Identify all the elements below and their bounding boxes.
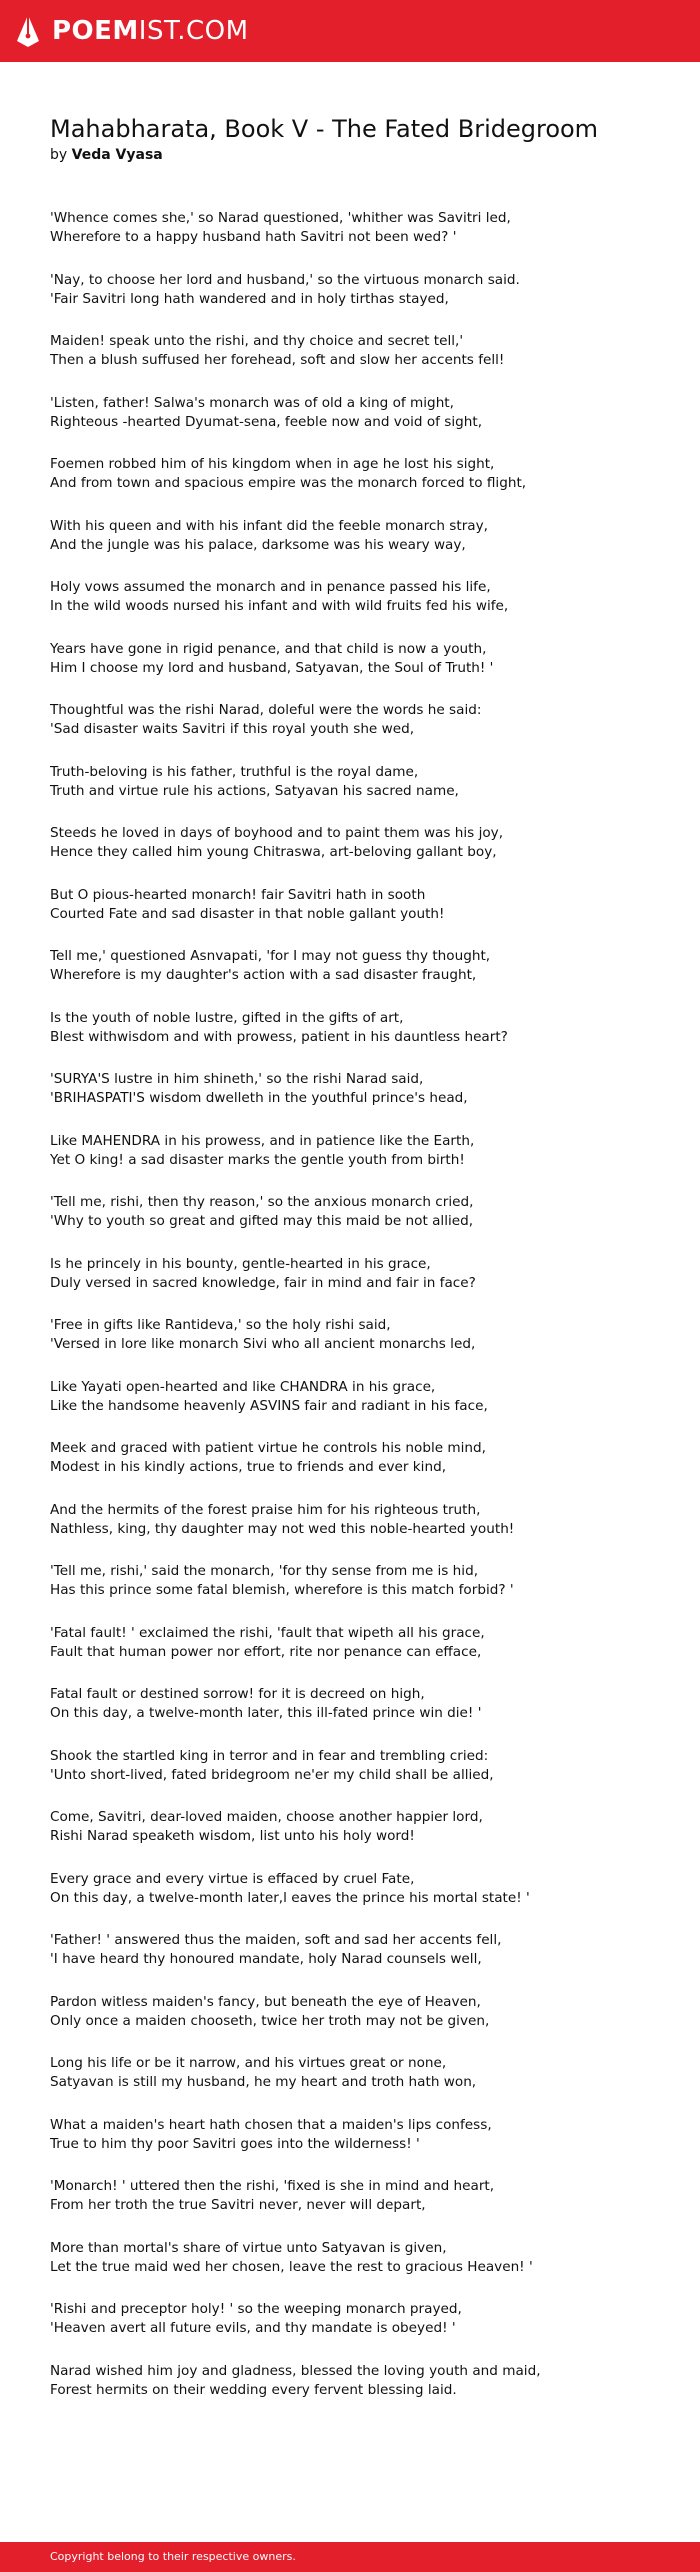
stanza — [50, 2362, 650, 2400]
stanza — [50, 2239, 650, 2277]
stanza — [50, 1255, 650, 1293]
stanza — [50, 1685, 650, 1723]
poem-line: Thoughtful was the rishi Narad, doleful were the words he said: — [50, 702, 482, 718]
poem-line: Tell me,' questioned Asnvapati, 'for I may not guess thy thought, — [50, 948, 491, 964]
stanza — [50, 2300, 650, 2338]
stanza — [50, 517, 650, 555]
poem-line: Him I choose my lord and husband, Satyavan, the Soul of Truth! ' — [50, 659, 494, 676]
poem-line: Hence they called him young Chitraswa, art-beloving gallant boy, — [50, 844, 497, 861]
site-header — [0, 0, 700, 62]
poem-line: 'BRIHASPATI'S wisdom dwelleth in the youthful prince's head, — [50, 1090, 468, 1107]
poem-line: More than mortal's share of virtue unto Satyavan is given, — [50, 2239, 447, 2256]
poem-line: Come, Savitri, dear-loved maiden, choose another happier lord, — [50, 1809, 483, 1825]
poem-line: Foemen robbed him of his kingdom when in age he lost his sight, — [50, 456, 495, 472]
poem-line: 'Unto short-lived, fated bridegroom ne'er my child shall be allied, — [50, 1766, 494, 1783]
stanza — [50, 1501, 650, 1539]
poem-line: And the jungle was his palace, darksome was his weary way, — [50, 536, 466, 553]
stanza — [50, 1009, 650, 1047]
byline-prefix: by — [50, 147, 68, 163]
poem-line: 'Tell me, rishi, then thy reason,' so the anxious monarch cried, — [50, 1194, 474, 1210]
poem-line: True to him thy poor Savitri goes into the wilderness! ' — [50, 2135, 420, 2152]
poem-line: Then a blush suffused her forehead, soft and slow her accents fell! — [50, 352, 505, 369]
poem-line: But O pious-hearted monarch! fair Savitri hath in sooth — [50, 886, 426, 903]
poem-line: 'I have heard thy honoured mandate, holy Narad counsels well, — [50, 1951, 482, 1968]
poem-line: Rishi Narad speaketh wisdom, list unto his holy word! — [50, 1828, 415, 1845]
copyright-text: Copyright belong to their respective owners. — [50, 2550, 296, 2563]
poem-line: Only once a maiden chooseth, twice her troth may not be given, — [50, 2012, 490, 2029]
poem-line: 'Versed in lore like monarch Sivi who all ancient monarchs led, — [50, 1336, 476, 1353]
poem-line: Long his life or be it narrow, and his virtues great or none, — [50, 2055, 447, 2071]
poem-line: On this day, a twelve-month later,l eaves the prince his mortal state! ' — [50, 1889, 530, 1906]
poem-line: Steeds he loved in days of boyhood and to paint them was his joy, — [50, 825, 504, 841]
quill-pen-icon[interactable] — [14, 14, 42, 48]
stanza — [50, 1931, 650, 1969]
poem-line: Holy vows assumed the monarch and in penance passed his life, — [50, 579, 491, 595]
poem-article — [0, 62, 700, 2400]
poem-line: Forest hermits on their wedding every fervent blessing laid. — [50, 2381, 457, 2398]
site-logo[interactable] — [52, 18, 249, 44]
poem-line: From her troth the true Savitri never, never will depart, — [50, 2197, 426, 2214]
poem-line: Let the true maid wed her chosen, leave the rest to gracious Heaven! ' — [50, 2258, 533, 2275]
poem-line: 'Tell me, rishi,' said the monarch, 'for thy sense from me is hid, — [50, 1563, 479, 1579]
poem-line: 'Free in gifts like Rantideva,' so the holy rishi said, — [50, 1317, 391, 1333]
poem-line: Righteous -hearted Dyumat-sena, feeble now and void of sight, — [50, 413, 483, 430]
poem-line: Like Yayati open-hearted and like CHANDRA in his grace, — [50, 1378, 436, 1395]
site-footer — [0, 2542, 700, 2572]
poem-line: Years have gone in rigid penance, and that child is now a youth, — [50, 640, 487, 657]
poem-line: 'Sad disaster waits Savitri if this royal youth she wed, — [50, 721, 415, 738]
poem-line: Nathless, king, thy daughter may not wed this noble-hearted youth! — [50, 1520, 515, 1537]
poem-line: 'Fatal fault! ' exclaimed the rishi, 'fault that wipeth all his grace, — [50, 1624, 485, 1641]
poem-line: Yet O king! a sad disaster marks the gentle youth from birth! — [50, 1151, 465, 1168]
logo-brand-bold: POEM — [52, 16, 139, 46]
stanza — [50, 1070, 650, 1108]
poem-line: 'Nay, to choose her lord and husband,' so the virtuous monarch said. — [50, 271, 520, 288]
poem-line: Satyavan is still my husband, he my heart and troth hath won, — [50, 2074, 477, 2091]
stanza — [50, 332, 650, 370]
stanza — [50, 947, 650, 985]
poem-line: Meek and graced with patient virtue he controls his noble mind, — [50, 1440, 487, 1456]
poem-line: Blest withwisdom and with prowess, patient in his dauntless heart? — [50, 1028, 508, 1045]
stanza — [50, 1562, 650, 1600]
poem-line: Wherefore to a happy husband hath Savitri not been wed? ' — [50, 229, 457, 246]
poem-line: 'Fair Savitri long hath wandered and in holy tirthas stayed, — [50, 290, 449, 307]
poem-line: Is the youth of noble lustre, gifted in the gifts of art, — [50, 1009, 404, 1026]
poem-line: In the wild woods nursed his infant and with wild fruits fed his wife, — [50, 598, 509, 615]
poem-body — [50, 209, 650, 2400]
poem-line: Duly versed in sacred knowledge, fair in mind and fair in face? — [50, 1274, 476, 1291]
poem-line: Truth and virtue rule his actions, Satyavan his sacred name, — [50, 782, 459, 799]
poem-line: Is he princely in his bounty, gentle-hearted in his grace, — [50, 1255, 431, 1272]
poem-line: With his queen and with his infant did the feeble monarch stray, — [50, 517, 489, 534]
stanza — [50, 640, 650, 678]
stanza — [50, 455, 650, 493]
poem-line: Fault that human power nor effort, rite nor penance can efface, — [50, 1643, 482, 1660]
poem-line: 'Whence comes she,' so Narad questioned, 'whither was Savitri led, — [50, 210, 511, 226]
stanza — [50, 271, 650, 309]
poem-line: Shook the startled king in terror and in fear and trembling cried: — [50, 1747, 489, 1764]
poem-line: 'Heaven avert all future evils, and thy mandate is obeyed! ' — [50, 2320, 456, 2337]
poem-line: Like the handsome heavenly ASVINS fair and radiant in his face, — [50, 1397, 488, 1414]
poem-line: Modest in his kindly actions, true to friends and ever kind, — [50, 1459, 447, 1476]
byline — [50, 145, 650, 165]
poem-line: Narad wished him joy and gladness, blessed the loving youth and maid, — [50, 2362, 541, 2379]
stanza — [50, 209, 650, 247]
stanza — [50, 1747, 650, 1785]
poem-line: Pardon witless maiden's fancy, but beneath the eye of Heaven, — [50, 1993, 481, 2010]
stanza — [50, 2177, 650, 2215]
poem-line: And the hermits of the forest praise him for his righteous truth, — [50, 1501, 481, 1518]
poem-title: Mahabharata, Book V - The Fated Bridegroom — [50, 115, 599, 143]
stanza — [50, 1378, 650, 1416]
stanza — [50, 1193, 650, 1231]
poem-line: Truth-beloving is his father, truthful is the royal dame, — [50, 763, 419, 780]
stanza — [50, 2116, 650, 2154]
poem-line: Has this prince some fatal blemish, wherefore is this match forbid? ' — [50, 1582, 514, 1599]
poem-line: 'Monarch! ' uttered then the rishi, 'fixed is she in mind and heart, — [50, 2178, 495, 2194]
poem-line: On this day, a twelve-month later, this ill-fated prince win die! ' — [50, 1705, 482, 1722]
stanza — [50, 578, 650, 616]
poem-line: 'Listen, father! Salwa's monarch was of old a king of might, — [50, 394, 454, 411]
stanza — [50, 824, 650, 862]
poem-line: Maiden! speak unto the rishi, and thy choice and secret tell,' — [50, 333, 464, 349]
poem-line: And from town and spacious empire was the monarch forced to flight, — [50, 475, 527, 492]
stanza — [50, 701, 650, 739]
poem-line: Like MAHENDRA in his prowess, and in patience like the Earth, — [50, 1132, 475, 1149]
poem-line: 'Father! ' answered thus the maiden, soft and sad her accents fell, — [50, 1932, 502, 1948]
poem-line: 'SURYA'S lustre in him shineth,' so the rishi Narad said, — [50, 1071, 424, 1087]
poem-line: Courted Fate and sad disaster in that noble gallant youth! — [50, 905, 445, 922]
poem-line: 'Why to youth so great and gifted may this maid be not allied, — [50, 1213, 474, 1230]
poem-line: Fatal fault or destined sorrow! for it is decreed on high, — [50, 1686, 425, 1702]
poem-line: Wherefore is my daughter's action with a sad disaster fraught, — [50, 967, 477, 984]
stanza — [50, 394, 650, 432]
stanza — [50, 1993, 650, 2031]
logo-brand-light: IST.COM — [138, 16, 249, 46]
stanza — [50, 1439, 650, 1477]
poem-line: Every grace and every virtue is effaced by cruel Fate, — [50, 1870, 415, 1887]
poem-line: What a maiden's heart hath chosen that a maiden's lips confess, — [50, 2116, 492, 2133]
author-link[interactable]: Veda Vyasa — [71, 147, 163, 163]
poem-line: 'Rishi and preceptor holy! ' so the weeping monarch prayed, — [50, 2301, 462, 2317]
stanza — [50, 2054, 650, 2092]
stanza — [50, 1808, 650, 1846]
stanza — [50, 763, 650, 801]
stanza — [50, 1132, 650, 1170]
stanza — [50, 1870, 650, 1908]
stanza — [50, 886, 650, 924]
stanza — [50, 1316, 650, 1354]
stanza — [50, 1624, 650, 1662]
